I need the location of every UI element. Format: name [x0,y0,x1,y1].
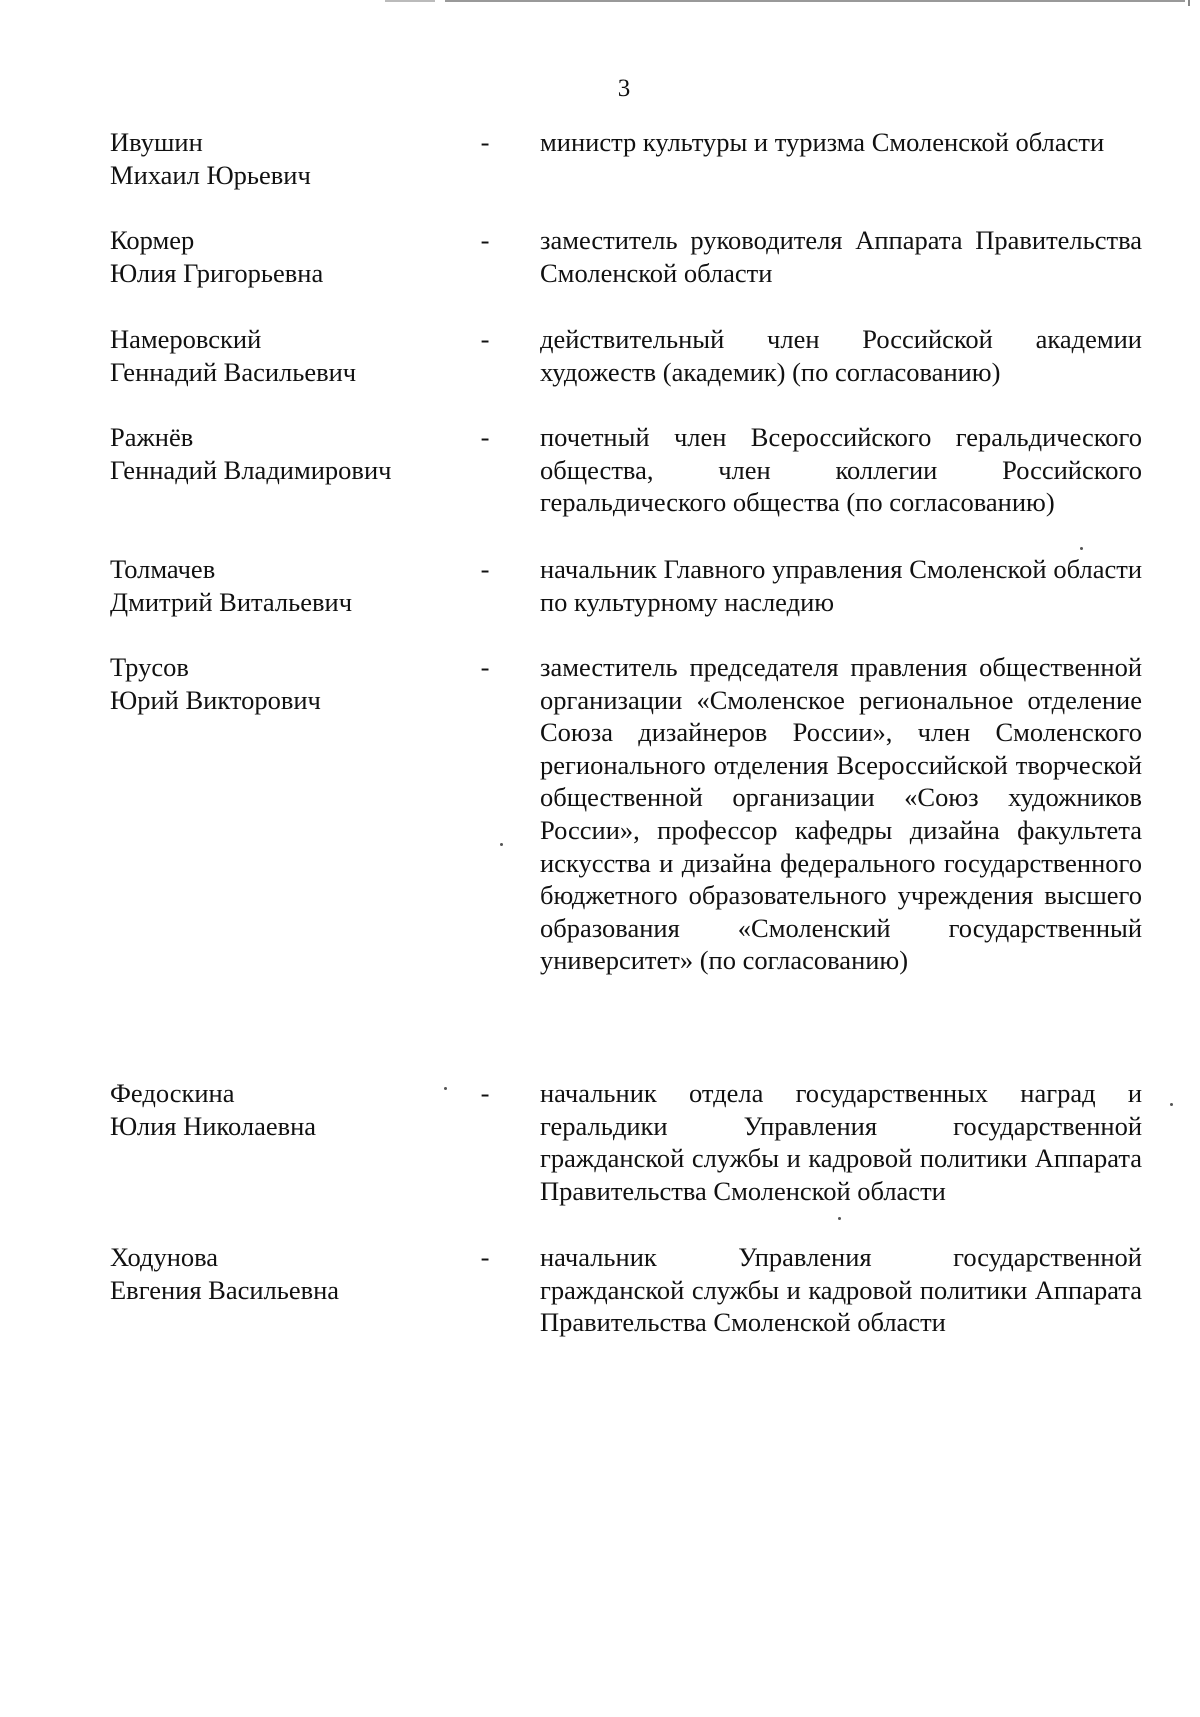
member-given-names: Юлия Николаевна [110,1110,317,1141]
member-given-names: Юрий Викторович [110,684,321,715]
member-surname: Ходунова [110,1242,219,1272]
member-name [110,421,470,486]
scan-edge-line [385,0,1185,2]
separator-dash: - [480,324,490,354]
member-position: почетный член Всероссийского геральдического общества, член коллегии Российского геральдического общества (по согласованию) [540,422,1142,518]
member-given-names: Евгения Васильевна [110,1274,340,1305]
member-position: начальник Управления государственной гражданской службы и кадровой политики Аппарата Правительства Смоленской области [540,1242,1142,1338]
page-number: 3 [617,75,631,102]
member-name [110,553,470,618]
separator-dash: - [480,225,490,255]
member-position: начальник Главного управления Смоленской области по культурному наследию [540,554,1142,617]
member-position: заместитель председателя правления общественной организации «Смоленское региональное отделение Союза дизайнеров России», член Смоленского регионального отделения Всероссийской творческой общественной организации «Союз художников России», профессор кафедры дизайна факультета искусства и дизайна федерального государственного бюджетного образовательного учреждения высшего образования «Смоленский государственный университет» (по согласованию) [540,652,1142,976]
member-given-names: Геннадий Владимирович [110,454,392,485]
member-surname: Ражнёв [110,422,194,452]
member-given-names: Михаил Юрьевич [110,159,311,190]
member-surname: Намеровский [110,324,262,354]
separator-dash: - [480,1242,490,1272]
member-surname: Ивушин [110,127,203,157]
member-surname: Трусов [110,652,189,682]
member-given-names: Геннадий Васильевич [110,356,357,387]
member-surname: Кормер [110,225,195,255]
member-position: министр культуры и туризма Смоленской области [540,127,1105,157]
member-surname: Толмачев [110,554,216,584]
member-position: заместитель руководителя Аппарата Правительства Смоленской области [540,225,1142,288]
member-name [110,1241,470,1306]
scan-speck [1080,547,1083,550]
member-position: начальник отдела государственных наград и геральдики Управления государственной гражданской службы и кадровой политики Аппарата Правительства Смоленской области [540,1078,1142,1206]
separator-dash: - [480,1078,490,1108]
separator-dash: - [480,422,490,452]
scan-speck [1170,1103,1173,1106]
member-surname: Федоскина [110,1078,235,1108]
member-given-names: Юлия Григорьевна [110,257,324,288]
member-given-names: Дмитрий Витальевич [110,586,353,617]
member-name [110,323,470,388]
scan-speck [500,843,503,846]
member-position: действительный член Российской академии художеств (академик) (по согласованию) [540,324,1142,387]
scan-speck [838,1217,841,1220]
member-name [110,224,470,289]
separator-dash: - [480,554,490,584]
scan-edge-mark [1188,0,1190,6]
member-name [110,1077,470,1142]
scan-speck [444,1087,447,1090]
separator-dash: - [480,652,490,682]
member-name [110,126,470,191]
separator-dash: - [480,127,490,157]
member-name [110,651,470,716]
